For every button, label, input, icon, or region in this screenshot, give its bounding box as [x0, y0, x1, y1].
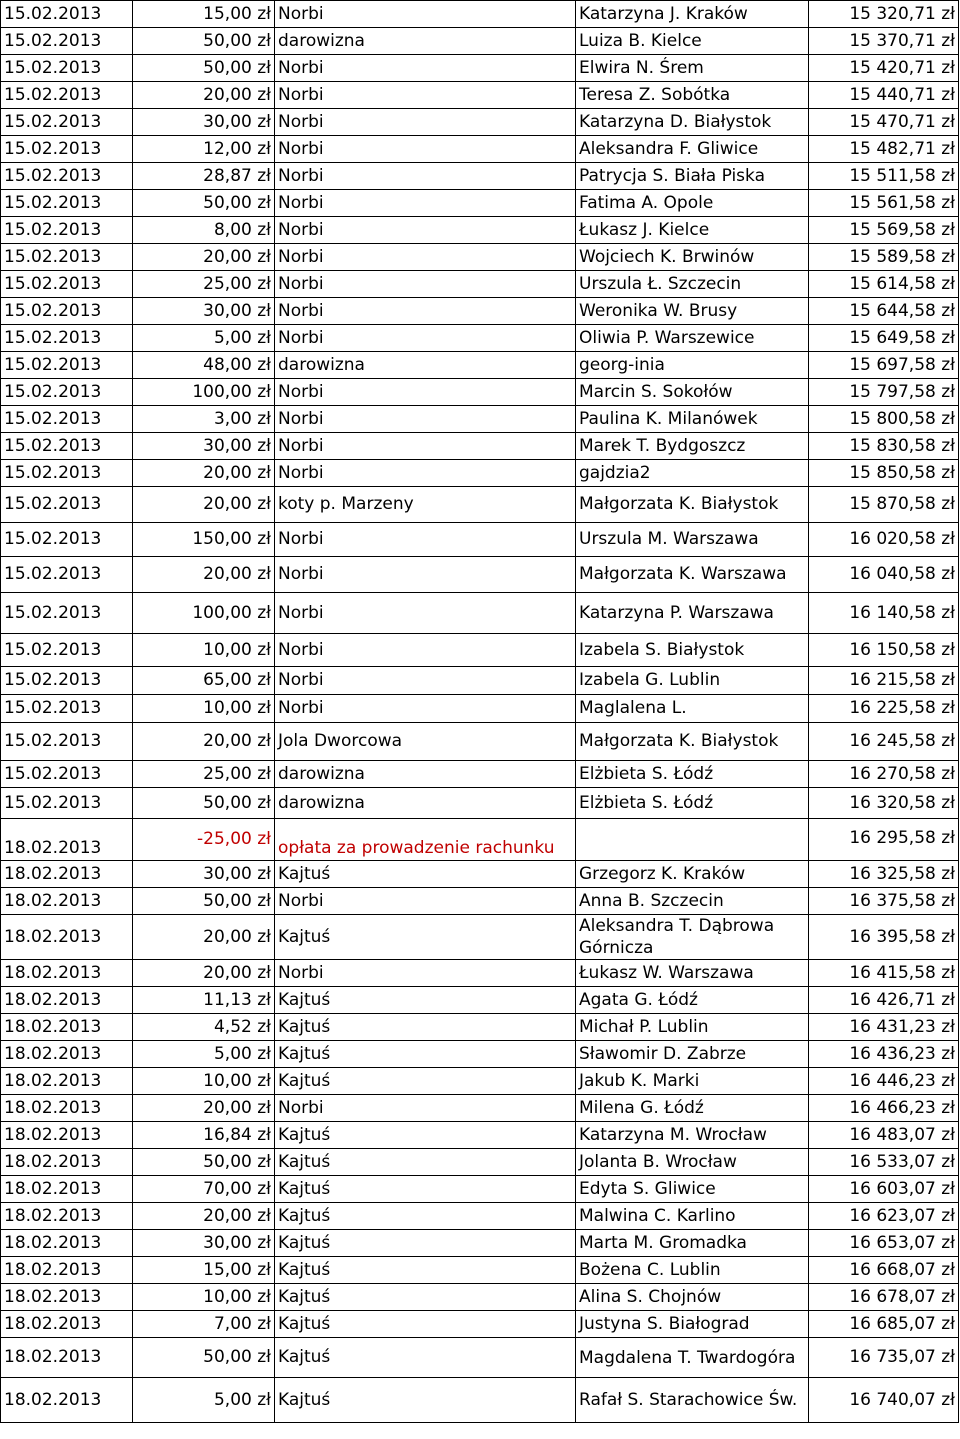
cell-date: 18.02.2013 [1, 888, 133, 915]
cell-title: Norbi [275, 325, 576, 352]
cell-donor: Justyna S. Białograd [576, 1311, 809, 1338]
cell-balance: 16 245,58 zł [809, 723, 959, 761]
cell-amount: 50,00 zł [133, 55, 275, 82]
cell-donor: Edyta S. Gliwice [576, 1176, 809, 1203]
cell-balance: 15 470,71 zł [809, 109, 959, 136]
cell-amount: 15,00 zł [133, 1, 275, 28]
table-row [1, 915, 959, 960]
table-row [1, 379, 959, 406]
cell-date: 15.02.2013 [1, 761, 133, 788]
cell-donor: Oliwia P. Warszewice [576, 325, 809, 352]
cell-amount: 5,00 zł [133, 325, 275, 352]
cell-date: 15.02.2013 [1, 28, 133, 55]
cell-title: Norbi [275, 593, 576, 634]
cell-amount: 30,00 zł [133, 298, 275, 325]
table-row [1, 593, 959, 634]
cell-donor: Katarzyna D. Białystok [576, 109, 809, 136]
cell-amount: 20,00 zł [133, 557, 275, 593]
cell-amount: 4,52 zł [133, 1014, 275, 1041]
table-row [1, 861, 959, 888]
cell-amount: 50,00 zł [133, 1149, 275, 1176]
cell-title: Kajtuś [275, 1203, 576, 1230]
cell-balance: 16 020,58 zł [809, 523, 959, 557]
cell-date: 15.02.2013 [1, 136, 133, 163]
cell-donor: Marcin S. Sokołów [576, 379, 809, 406]
table-row [1, 819, 959, 861]
cell-amount: 100,00 zł [133, 593, 275, 634]
cell-date: 18.02.2013 [1, 915, 133, 960]
table-row [1, 136, 959, 163]
cell-balance: 16 225,58 zł [809, 695, 959, 723]
cell-amount: 48,00 zł [133, 352, 275, 379]
table-row [1, 1203, 959, 1230]
table-row [1, 217, 959, 244]
cell-title: Norbi [275, 217, 576, 244]
table-row [1, 298, 959, 325]
cell-title: Kajtuś [275, 1338, 576, 1378]
cell-balance: 16 431,23 zł [809, 1014, 959, 1041]
cell-date: 15.02.2013 [1, 1, 133, 28]
cell-donor: Izabela S. Białystok [576, 634, 809, 667]
cell-date: 15.02.2013 [1, 406, 133, 433]
cell-balance: 16 415,58 zł [809, 960, 959, 987]
cell-amount: 10,00 zł [133, 1284, 275, 1311]
cell-donor: Katarzyna M. Wrocław [576, 1122, 809, 1149]
cell-balance: 15 320,71 zł [809, 1, 959, 28]
table-row [1, 695, 959, 723]
table-row [1, 1095, 959, 1122]
cell-date: 18.02.2013 [1, 1176, 133, 1203]
cell-date: 18.02.2013 [1, 1338, 133, 1378]
cell-title: Norbi [275, 55, 576, 82]
cell-balance: 15 797,58 zł [809, 379, 959, 406]
cell-amount: 20,00 zł [133, 960, 275, 987]
cell-donor: Bożena C. Lublin [576, 1257, 809, 1284]
cell-donor: Izabela G. Lublin [576, 667, 809, 695]
cell-date: 15.02.2013 [1, 695, 133, 723]
cell-title: Norbi [275, 460, 576, 487]
cell-title: Norbi [275, 523, 576, 557]
cell-balance: 16 653,07 zł [809, 1230, 959, 1257]
cell-balance: 15 370,71 zł [809, 28, 959, 55]
table-row [1, 888, 959, 915]
cell-donor: Fatima A. Opole [576, 190, 809, 217]
cell-amount: 8,00 zł [133, 217, 275, 244]
cell-date: 15.02.2013 [1, 557, 133, 593]
cell-donor: Paulina K. Milanówek [576, 406, 809, 433]
cell-title: Kajtuś [275, 1176, 576, 1203]
cell-title: Kajtuś [275, 1378, 576, 1423]
cell-donor: Marek T. Bydgoszcz [576, 433, 809, 460]
table-row [1, 1149, 959, 1176]
cell-title: Kajtuś [275, 1149, 576, 1176]
cell-balance: 16 685,07 zł [809, 1311, 959, 1338]
cell-donor: Łukasz J. Kielce [576, 217, 809, 244]
cell-date: 15.02.2013 [1, 298, 133, 325]
cell-date: 15.02.2013 [1, 163, 133, 190]
cell-donor: Aleksandra F. Gliwice [576, 136, 809, 163]
cell-date: 18.02.2013 [1, 1311, 133, 1338]
table-row [1, 788, 959, 819]
cell-donor: Milena G. Łódź [576, 1095, 809, 1122]
cell-date: 18.02.2013 [1, 1041, 133, 1068]
cell-amount: 10,00 zł [133, 1068, 275, 1095]
cell-donor: Teresa Z. Sobótka [576, 82, 809, 109]
cell-title: Kajtuś [275, 1041, 576, 1068]
cell-amount: 20,00 zł [133, 460, 275, 487]
cell-title: Norbi [275, 1, 576, 28]
cell-balance: 15 561,58 zł [809, 190, 959, 217]
cell-donor: Łukasz W. Warszawa [576, 960, 809, 987]
cell-amount: 20,00 zł [133, 1095, 275, 1122]
cell-amount: 7,00 zł [133, 1311, 275, 1338]
cell-donor: Michał P. Lublin [576, 1014, 809, 1041]
cell-title: Norbi [275, 244, 576, 271]
cell-amount: 28,87 zł [133, 163, 275, 190]
cell-balance: 16 740,07 zł [809, 1378, 959, 1423]
cell-date: 15.02.2013 [1, 788, 133, 819]
cell-title: koty p. Marzeny [275, 487, 576, 523]
cell-title: darowizna [275, 761, 576, 788]
cell-amount: 20,00 zł [133, 487, 275, 523]
donations-table-body [1, 1, 959, 1423]
cell-date: 18.02.2013 [1, 1122, 133, 1149]
cell-title: Norbi [275, 667, 576, 695]
cell-title: Norbi [275, 695, 576, 723]
cell-date: 15.02.2013 [1, 190, 133, 217]
cell-donor: Elżbieta S. Łódź [576, 788, 809, 819]
cell-donor: Małgorzata K. Białystok [576, 487, 809, 523]
table-row [1, 325, 959, 352]
cell-donor: Grzegorz K. Kraków [576, 861, 809, 888]
table-row [1, 1014, 959, 1041]
cell-amount: 30,00 zł [133, 109, 275, 136]
cell-date: 18.02.2013 [1, 1095, 133, 1122]
cell-balance: 16 446,23 zł [809, 1068, 959, 1095]
cell-date: 15.02.2013 [1, 487, 133, 523]
cell-balance: 16 295,58 zł [809, 819, 959, 861]
table-row [1, 55, 959, 82]
cell-balance: 16 533,07 zł [809, 1149, 959, 1176]
table-row [1, 82, 959, 109]
cell-balance: 15 850,58 zł [809, 460, 959, 487]
cell-balance: 15 800,58 zł [809, 406, 959, 433]
cell-donor: Urszula M. Warszawa [576, 523, 809, 557]
cell-balance: 16 603,07 zł [809, 1176, 959, 1203]
cell-donor: Aleksandra T. Dąbrowa Górnicza [576, 915, 809, 960]
cell-donor: Elwira N. Śrem [576, 55, 809, 82]
cell-title: Kajtuś [275, 1257, 576, 1284]
cell-amount: 15,00 zł [133, 1257, 275, 1284]
cell-date: 15.02.2013 [1, 352, 133, 379]
cell-amount: 20,00 zł [133, 915, 275, 960]
cell-title: Norbi [275, 557, 576, 593]
table-row [1, 406, 959, 433]
cell-title: Jola Dworcowa [275, 723, 576, 761]
cell-title: Norbi [275, 271, 576, 298]
cell-title: Norbi [275, 379, 576, 406]
cell-title: Norbi [275, 190, 576, 217]
cell-donor: Rafał S. Starachowice Św. [576, 1378, 809, 1423]
cell-title: Kajtuś [275, 861, 576, 888]
cell-title: Norbi [275, 298, 576, 325]
cell-date: 18.02.2013 [1, 819, 133, 861]
table-row [1, 723, 959, 761]
cell-date: 15.02.2013 [1, 325, 133, 352]
cell-balance: 15 589,58 zł [809, 244, 959, 271]
cell-date: 18.02.2013 [1, 861, 133, 888]
cell-title: Norbi [275, 109, 576, 136]
cell-date: 15.02.2013 [1, 109, 133, 136]
cell-date: 18.02.2013 [1, 1284, 133, 1311]
cell-balance: 16 140,58 zł [809, 593, 959, 634]
cell-donor: Małgorzata K. Białystok [576, 723, 809, 761]
cell-balance: 16 215,58 zł [809, 667, 959, 695]
cell-balance: 15 440,71 zł [809, 82, 959, 109]
cell-donor: Anna B. Szczecin [576, 888, 809, 915]
table-row [1, 557, 959, 593]
cell-title: Kajtuś [275, 1284, 576, 1311]
cell-amount: 12,00 zł [133, 136, 275, 163]
cell-date: 15.02.2013 [1, 271, 133, 298]
cell-date: 15.02.2013 [1, 244, 133, 271]
table-row [1, 190, 959, 217]
cell-donor: Alina S. Chojnów [576, 1284, 809, 1311]
cell-amount: 5,00 zł [133, 1378, 275, 1423]
cell-donor: Katarzyna P. Warszawa [576, 593, 809, 634]
cell-date: 18.02.2013 [1, 1257, 133, 1284]
cell-donor: Katarzyna J. Kraków [576, 1, 809, 28]
cell-balance: 16 483,07 zł [809, 1122, 959, 1149]
cell-date: 18.02.2013 [1, 1230, 133, 1257]
table-row [1, 1338, 959, 1378]
cell-title: Norbi [275, 888, 576, 915]
cell-title: Norbi [275, 406, 576, 433]
cell-title: opłata za prowadzenie rachunku [275, 819, 576, 861]
table-row [1, 433, 959, 460]
table-row [1, 1176, 959, 1203]
cell-balance: 16 466,23 zł [809, 1095, 959, 1122]
cell-title: Norbi [275, 960, 576, 987]
cell-amount: 20,00 zł [133, 82, 275, 109]
cell-donor: gajdzia2 [576, 460, 809, 487]
cell-amount: 25,00 zł [133, 271, 275, 298]
cell-amount: 10,00 zł [133, 695, 275, 723]
table-row [1, 1122, 959, 1149]
cell-balance: 15 420,71 zł [809, 55, 959, 82]
table-row [1, 667, 959, 695]
cell-title: darowizna [275, 352, 576, 379]
cell-title: darowizna [275, 788, 576, 819]
table-row [1, 634, 959, 667]
cell-amount: 25,00 zł [133, 761, 275, 788]
cell-amount: 50,00 zł [133, 1338, 275, 1378]
cell-date: 15.02.2013 [1, 82, 133, 109]
cell-donor [576, 819, 809, 861]
cell-title: Norbi [275, 1095, 576, 1122]
cell-amount: 20,00 zł [133, 244, 275, 271]
cell-balance: 16 735,07 zł [809, 1338, 959, 1378]
cell-title: Kajtuś [275, 1014, 576, 1041]
cell-donor: Malwina C. Karlino [576, 1203, 809, 1230]
cell-amount: 50,00 zł [133, 788, 275, 819]
table-row [1, 487, 959, 523]
cell-title: Kajtuś [275, 915, 576, 960]
cell-donor: Luiza B. Kielce [576, 28, 809, 55]
cell-title: Norbi [275, 634, 576, 667]
table-row [1, 1068, 959, 1095]
cell-date: 15.02.2013 [1, 667, 133, 695]
cell-balance: 16 623,07 zł [809, 1203, 959, 1230]
cell-donor: Elżbieta S. Łódź [576, 761, 809, 788]
table-row [1, 1284, 959, 1311]
cell-balance: 15 644,58 zł [809, 298, 959, 325]
cell-donor: Jakub K. Marki [576, 1068, 809, 1095]
cell-amount: 30,00 zł [133, 1230, 275, 1257]
cell-title: darowizna [275, 28, 576, 55]
table-row [1, 163, 959, 190]
cell-date: 15.02.2013 [1, 593, 133, 634]
cell-amount: 3,00 zł [133, 406, 275, 433]
cell-date: 18.02.2013 [1, 1378, 133, 1423]
cell-date: 18.02.2013 [1, 987, 133, 1014]
cell-balance: 16 426,71 zł [809, 987, 959, 1014]
cell-date: 18.02.2013 [1, 960, 133, 987]
table-row [1, 28, 959, 55]
cell-amount: 10,00 zł [133, 634, 275, 667]
cell-date: 15.02.2013 [1, 723, 133, 761]
cell-amount: 20,00 zł [133, 723, 275, 761]
cell-donor: Sławomir D. Zabrze [576, 1041, 809, 1068]
cell-donor: Magdalena T. Twardogóra [576, 1338, 809, 1378]
table-row [1, 1257, 959, 1284]
cell-donor: Agata G. Łódź [576, 987, 809, 1014]
cell-balance: 16 270,58 zł [809, 761, 959, 788]
cell-amount: 70,00 zł [133, 1176, 275, 1203]
cell-title: Kajtuś [275, 1122, 576, 1149]
cell-title: Norbi [275, 136, 576, 163]
table-row [1, 1311, 959, 1338]
table-row [1, 987, 959, 1014]
cell-amount: 50,00 zł [133, 28, 275, 55]
cell-balance: 16 150,58 zł [809, 634, 959, 667]
cell-date: 18.02.2013 [1, 1149, 133, 1176]
cell-date: 15.02.2013 [1, 634, 133, 667]
table-row [1, 460, 959, 487]
cell-amount: 50,00 zł [133, 190, 275, 217]
cell-amount: 100,00 zł [133, 379, 275, 406]
cell-title: Norbi [275, 163, 576, 190]
cell-balance: 16 395,58 zł [809, 915, 959, 960]
cell-amount: -25,00 zł [133, 819, 275, 861]
cell-donor: Jolanta B. Wrocław [576, 1149, 809, 1176]
cell-balance: 16 375,58 zł [809, 888, 959, 915]
cell-amount: 65,00 zł [133, 667, 275, 695]
cell-title: Norbi [275, 82, 576, 109]
cell-title: Norbi [275, 433, 576, 460]
cell-amount: 16,84 zł [133, 1122, 275, 1149]
table-row [1, 1, 959, 28]
cell-donor: Małgorzata K. Warszawa [576, 557, 809, 593]
cell-donor: Marta M. Gromadka [576, 1230, 809, 1257]
cell-balance: 16 668,07 zł [809, 1257, 959, 1284]
cell-donor: Weronika W. Brusy [576, 298, 809, 325]
cell-date: 15.02.2013 [1, 379, 133, 406]
cell-balance: 16 320,58 zł [809, 788, 959, 819]
table-row [1, 1230, 959, 1257]
table-row [1, 244, 959, 271]
table-row [1, 1378, 959, 1423]
cell-balance: 15 870,58 zł [809, 487, 959, 523]
cell-amount: 30,00 zł [133, 433, 275, 460]
table-row [1, 109, 959, 136]
table-row [1, 523, 959, 557]
cell-date: 15.02.2013 [1, 217, 133, 244]
cell-amount: 20,00 zł [133, 1203, 275, 1230]
cell-balance: 15 614,58 zł [809, 271, 959, 298]
cell-amount: 5,00 zł [133, 1041, 275, 1068]
cell-title: Kajtuś [275, 1311, 576, 1338]
cell-balance: 15 830,58 zł [809, 433, 959, 460]
table-row [1, 960, 959, 987]
cell-donor: Maglalena L. [576, 695, 809, 723]
cell-title: Kajtuś [275, 1230, 576, 1257]
cell-donor: Urszula Ł. Szczecin [576, 271, 809, 298]
cell-date: 18.02.2013 [1, 1014, 133, 1041]
cell-amount: 50,00 zł [133, 888, 275, 915]
cell-balance: 15 569,58 zł [809, 217, 959, 244]
cell-balance: 16 436,23 zł [809, 1041, 959, 1068]
cell-amount: 150,00 zł [133, 523, 275, 557]
cell-amount: 11,13 zł [133, 987, 275, 1014]
table-row [1, 271, 959, 298]
cell-amount: 30,00 zł [133, 861, 275, 888]
table-row [1, 1041, 959, 1068]
cell-date: 15.02.2013 [1, 460, 133, 487]
cell-balance: 16 678,07 zł [809, 1284, 959, 1311]
cell-balance: 15 697,58 zł [809, 352, 959, 379]
cell-donor: Patrycja S. Biała Piska [576, 163, 809, 190]
table-row [1, 352, 959, 379]
cell-balance: 15 482,71 zł [809, 136, 959, 163]
cell-title: Kajtuś [275, 987, 576, 1014]
cell-balance: 15 511,58 zł [809, 163, 959, 190]
cell-date: 18.02.2013 [1, 1203, 133, 1230]
cell-title: Kajtuś [275, 1068, 576, 1095]
cell-donor: Wojciech K. Brwinów [576, 244, 809, 271]
cell-date: 15.02.2013 [1, 523, 133, 557]
cell-donor: georg-inia [576, 352, 809, 379]
cell-date: 15.02.2013 [1, 55, 133, 82]
cell-balance: 16 325,58 zł [809, 861, 959, 888]
cell-date: 18.02.2013 [1, 1068, 133, 1095]
cell-balance: 16 040,58 zł [809, 557, 959, 593]
cell-balance: 15 649,58 zł [809, 325, 959, 352]
cell-date: 15.02.2013 [1, 433, 133, 460]
table-row [1, 761, 959, 788]
